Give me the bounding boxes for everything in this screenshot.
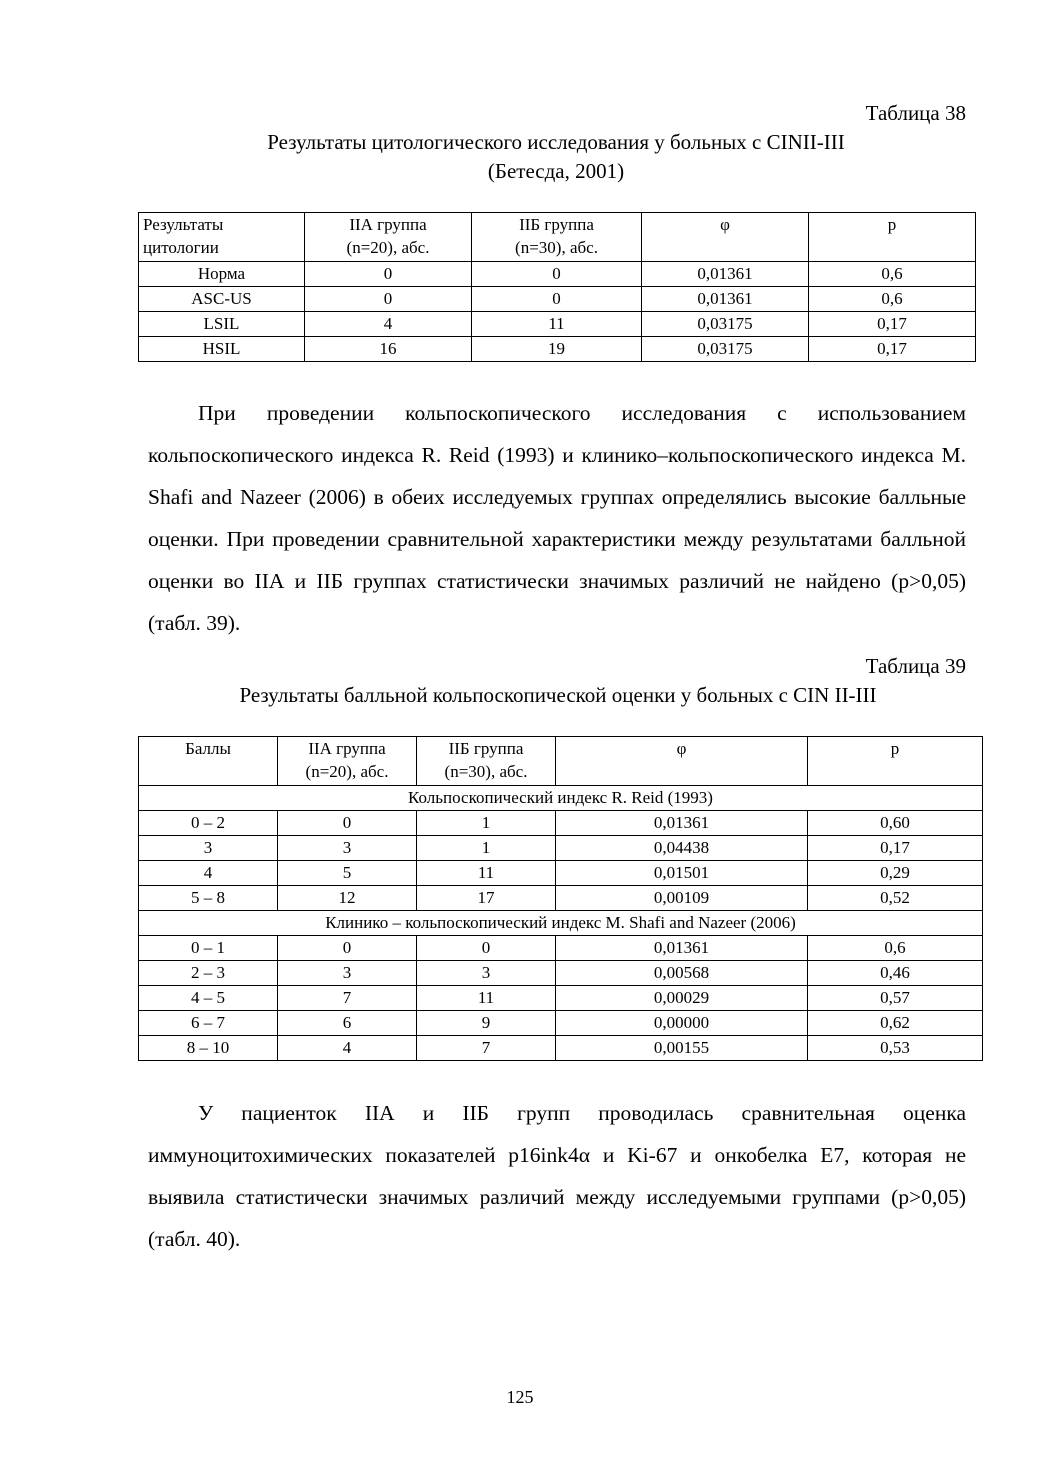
table-row [139, 986, 983, 1011]
table-cell: 0 [305, 262, 472, 287]
table-cell: 0,01361 [642, 262, 809, 287]
table-39-header-cell: Баллы [139, 737, 278, 786]
table-cell: 0,53 [808, 1036, 983, 1061]
table-cell: 2 – 3 [139, 961, 278, 986]
paragraph-2: У пациенток IIА и IIБ групп проводилась сравнительная оценка иммуноцитохимических показателей p16ink4α и Ki-67 и онкобелка E7, которая не выявила статистически значимых различий между исследуемыми группами (р>0,05) (табл. 40). [148, 1101, 966, 1251]
table-row [139, 811, 983, 836]
table-39-header-row [139, 737, 983, 786]
table-cell: 0,17 [809, 312, 976, 337]
table-cell: 6 – 7 [139, 1011, 278, 1036]
table-row [139, 886, 983, 911]
table-cell: 0,60 [808, 811, 983, 836]
table-row [139, 262, 976, 287]
table-row [139, 287, 976, 312]
table-38-header-cell: p [809, 213, 976, 262]
table-38 [138, 212, 976, 362]
table-cell: 0,04438 [556, 836, 808, 861]
table-cell: 0 [472, 262, 642, 287]
table-cell: 0,00155 [556, 1036, 808, 1061]
table-39-header-cell: p [808, 737, 983, 786]
section-title-reid: Кольпоскопический индекс R. Reid (1993) [139, 786, 983, 811]
table-row [139, 1011, 983, 1036]
table-cell: 17 [417, 886, 556, 911]
table-39-header-cell: φ [556, 737, 808, 786]
table-38-header-cell: IIА группа (n=20), абс. [305, 213, 472, 262]
table-cell: 7 [278, 986, 417, 1011]
table-39 [138, 736, 983, 1061]
table-cell: 3 [278, 836, 417, 861]
table-38-header-cell: φ [642, 213, 809, 262]
table-39-header-cell: IIБ группа (n=30), абс. [417, 737, 556, 786]
table-cell: 0,03175 [642, 337, 809, 362]
table-cell: 5 – 8 [139, 886, 278, 911]
table-cell: 1 [417, 836, 556, 861]
table-cell: 0,03175 [642, 312, 809, 337]
table-cell: 0,46 [808, 961, 983, 986]
table-cell: 0,57 [808, 986, 983, 1011]
table-38-caption: Таблица 38 [865, 101, 966, 125]
table-cell: 16 [305, 337, 472, 362]
table-cell: 12 [278, 886, 417, 911]
table-cell: 4 – 5 [139, 986, 278, 1011]
page-number: 125 [506, 1387, 534, 1407]
table-cell: 0 – 1 [139, 936, 278, 961]
table-cell: 19 [472, 337, 642, 362]
table-cell: 6 [278, 1011, 417, 1036]
table-cell: 5 [278, 861, 417, 886]
table-section-row [139, 786, 983, 811]
table-39-header-cell: IIА группа (n=20), абс. [278, 737, 417, 786]
table-cell: 0 [278, 811, 417, 836]
table-cell: 0,17 [809, 337, 976, 362]
table-38-header-row [139, 213, 976, 262]
table-cell: 9 [417, 1011, 556, 1036]
table-cell: 3 [139, 836, 278, 861]
table-cell: 3 [278, 961, 417, 986]
table-cell: 7 [417, 1036, 556, 1061]
table-38-title-line2: (Бетесда, 2001) [487, 159, 625, 183]
table-cell: 0,6 [808, 936, 983, 961]
table-cell: 0,6 [809, 287, 976, 312]
table-cell: 0,17 [808, 836, 983, 861]
table-cell: 0,29 [808, 861, 983, 886]
table-38-title-line1: Результаты цитологического исследования у больных с CINII-III [267, 130, 845, 154]
table-cell: 0,52 [808, 886, 983, 911]
table-39-title: Результаты балльной кольпоскопической оценки у больных с CIN II-III [239, 683, 877, 707]
table-cell: ASC-US [139, 287, 305, 312]
table-cell: HSIL [139, 337, 305, 362]
table-cell: 0,00568 [556, 961, 808, 986]
table-cell: 8 – 10 [139, 1036, 278, 1061]
table-cell: 0,00000 [556, 1011, 808, 1036]
table-38-header-cell: Результаты цитологии [139, 213, 305, 262]
table-cell: 0,00029 [556, 986, 808, 1011]
table-row [139, 337, 976, 362]
section-title-shafi: Клинико – кольпоскопический индекс M. Shafi and Nazeer (2006) [139, 911, 983, 936]
table-cell: 4 [305, 312, 472, 337]
table-cell: 0 [417, 936, 556, 961]
table-cell: 0,01361 [556, 936, 808, 961]
table-row [139, 1036, 983, 1061]
table-cell: 0,00109 [556, 886, 808, 911]
table-cell: 1 [417, 811, 556, 836]
table-row [139, 936, 983, 961]
table-cell: 4 [139, 861, 278, 886]
table-cell: 0 [472, 287, 642, 312]
table-cell: 3 [417, 961, 556, 986]
table-cell: 4 [278, 1036, 417, 1061]
table-cell: 11 [417, 986, 556, 1011]
table-cell: 0,01501 [556, 861, 808, 886]
table-cell: 11 [417, 861, 556, 886]
table-cell: 0,62 [808, 1011, 983, 1036]
table-39-caption: Таблица 39 [865, 654, 966, 678]
table-38-header-cell: IIБ группа (n=30), абс. [472, 213, 642, 262]
table-cell: 0 – 2 [139, 811, 278, 836]
table-row [139, 836, 983, 861]
table-row [139, 861, 983, 886]
table-cell: 0,01361 [556, 811, 808, 836]
table-cell: LSIL [139, 312, 305, 337]
table-row [139, 961, 983, 986]
table-cell: Норма [139, 262, 305, 287]
table-cell: 0 [278, 936, 417, 961]
table-section-row [139, 911, 983, 936]
table-cell: 11 [472, 312, 642, 337]
table-row [139, 312, 976, 337]
table-cell: 0,01361 [642, 287, 809, 312]
table-cell: 0,6 [809, 262, 976, 287]
table-cell: 0 [305, 287, 472, 312]
paragraph-1: При проведении кольпоскопического исследования с использованием кольпоскопического индекса R. Reid (1993) и клинико–кольпоскопического индекса M. Shafi and Nazeer (2006) в обеих исследуемых группах определялись высокие балльные оценки. При проведении сравнительной характеристики между результатами балльной оценки во IIА и IIБ группах статистически значимых различий не найдено (р>0,05) (табл. 39). [148, 401, 966, 635]
